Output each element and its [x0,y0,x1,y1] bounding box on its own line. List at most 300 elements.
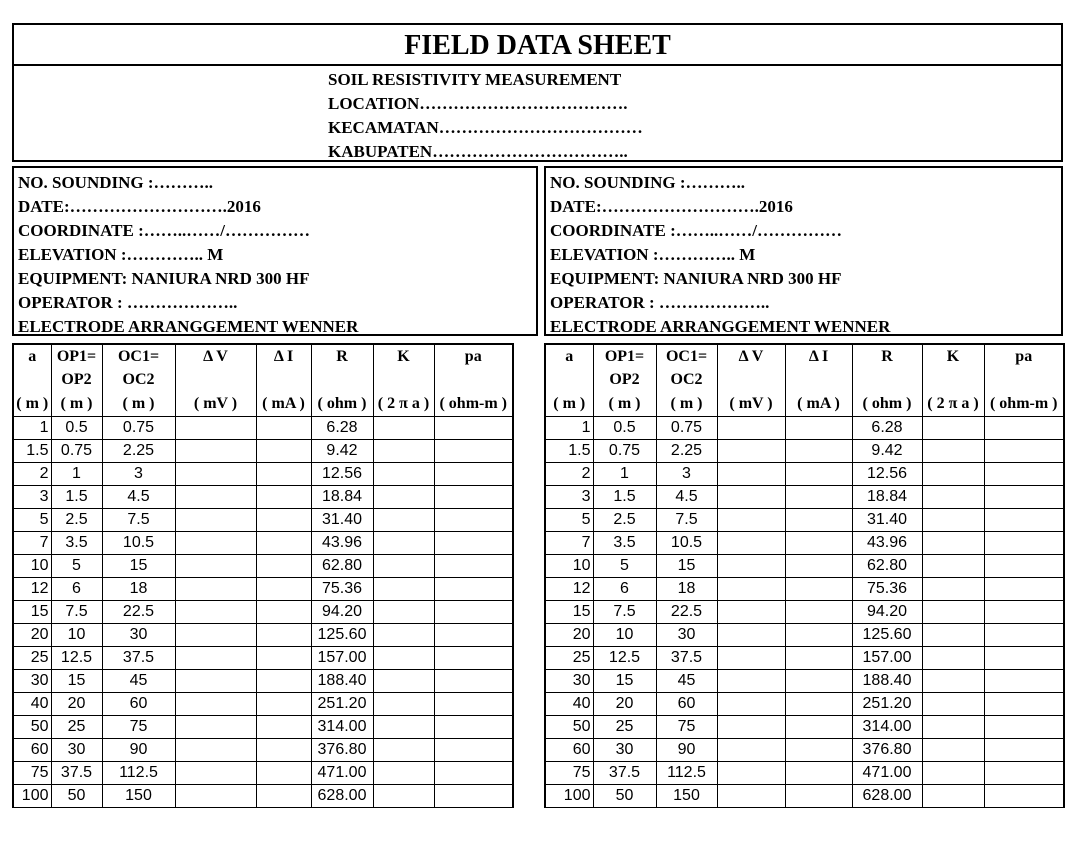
table-cell [785,577,852,600]
table-cell: 100 [13,784,51,807]
table-cell: 9.42 [311,439,373,462]
table-cell [785,669,852,692]
table-cell [175,600,256,623]
table-cell: 3 [656,462,717,485]
table-cell: 628.00 [852,784,922,807]
table-cell: 30 [51,738,102,761]
table-cell [984,738,1064,761]
table-cell: 60 [545,738,593,761]
column-header: Δ V [175,344,256,368]
table-cell [434,646,513,669]
table-cell [434,508,513,531]
table-cell: 0.5 [593,416,656,439]
table-row [545,416,1064,439]
table-row [545,623,1064,646]
table-cell [984,646,1064,669]
table-row [545,462,1064,485]
table-cell [256,715,311,738]
table-cell [717,715,785,738]
table-cell [785,784,852,807]
table-row [545,738,1064,761]
table-cell: 75.36 [852,577,922,600]
table-cell: 100 [545,784,593,807]
table-cell [922,439,984,462]
column-header: ( mV ) [175,392,256,416]
table-cell [785,738,852,761]
table-cell [717,531,785,554]
table-cell [373,715,434,738]
column-header [785,368,852,392]
table-cell [373,623,434,646]
table-cell: 1.5 [13,439,51,462]
table-row [545,554,1064,577]
table-cell [984,462,1064,485]
info-sounding: NO. SOUNDING :……….. [18,173,214,192]
column-header: R [852,344,922,368]
info-equipment: EQUIPMENT: NANIURA NRD 300 HF [18,269,310,288]
table-cell [434,692,513,715]
table-cell [175,761,256,784]
info-coordinate: COORDINATE :……..……/…………… [18,221,310,240]
column-header [434,368,513,392]
table-cell [373,531,434,554]
info-arrangement: ELECTRODE ARRANGGEMENT WENNER [550,317,891,336]
table-cell: 1 [593,462,656,485]
table-cell: 12.5 [593,646,656,669]
table-cell: 43.96 [852,531,922,554]
table-cell [373,416,434,439]
table-cell: 5 [593,554,656,577]
table-row [13,738,513,761]
table-cell [373,784,434,807]
column-header [852,368,922,392]
table-cell: 18 [656,577,717,600]
table-cell: 2 [545,462,593,485]
table-cell [175,646,256,669]
table-cell [434,784,513,807]
table-cell [717,600,785,623]
column-header: ( ohm-m ) [984,392,1064,416]
table-cell [922,416,984,439]
table-cell [175,508,256,531]
table-cell: 471.00 [852,761,922,784]
table-cell [256,577,311,600]
table-cell [785,439,852,462]
table-cell [717,416,785,439]
table-cell: 12.56 [311,462,373,485]
table-cell: 30 [593,738,656,761]
table-cell [256,692,311,715]
table-row [13,784,513,807]
column-header: OC1= [656,344,717,368]
table-cell: 94.20 [311,600,373,623]
table-cell: 1 [51,462,102,485]
table-cell [175,715,256,738]
table-row [13,692,513,715]
table-cell: 50 [51,784,102,807]
table-cell: 2.25 [656,439,717,462]
table-cell: 37.5 [593,761,656,784]
table-cell [434,623,513,646]
table-cell [984,531,1064,554]
table-cell [717,738,785,761]
table-cell [373,692,434,715]
table-cell [373,669,434,692]
table-cell [175,623,256,646]
header-row [545,344,1064,368]
table-cell [922,554,984,577]
table-cell: 43.96 [311,531,373,554]
column-header: ( m ) [593,392,656,416]
table-cell: 150 [656,784,717,807]
table-cell: 10 [545,554,593,577]
table-cell [984,761,1064,784]
table-cell [175,531,256,554]
column-header: OP1= [51,344,102,368]
sheet-header [12,64,1063,162]
table-cell: 6.28 [852,416,922,439]
table-cell [717,692,785,715]
column-header: OC2 [102,368,175,392]
table-cell: 1 [545,416,593,439]
table-cell: 376.80 [311,738,373,761]
table-cell [175,485,256,508]
column-header: a [13,344,51,368]
table-cell: 471.00 [311,761,373,784]
table-cell [717,784,785,807]
table-cell [256,416,311,439]
table-row [545,646,1064,669]
table-cell: 314.00 [852,715,922,738]
info-equipment: EQUIPMENT: NANIURA NRD 300 HF [550,269,842,288]
table-row [545,485,1064,508]
column-header: pa [434,344,513,368]
table-cell [256,531,311,554]
table-cell [984,692,1064,715]
column-header: OP2 [51,368,102,392]
table-cell [373,439,434,462]
table-cell [717,485,785,508]
table-cell: 15 [545,600,593,623]
table-cell [717,577,785,600]
table-cell [922,646,984,669]
info-panel-left [12,166,538,336]
table-cell: 10 [593,623,656,646]
column-header: ( mV ) [717,392,785,416]
table-row [545,531,1064,554]
table-cell [922,485,984,508]
table-cell: 31.40 [311,508,373,531]
table-cell: 376.80 [852,738,922,761]
column-header [13,368,51,392]
table-cell [434,462,513,485]
data-table-right [544,343,1065,808]
table-cell [717,439,785,462]
table-cell [175,416,256,439]
table-cell [373,462,434,485]
table-cell: 188.40 [311,669,373,692]
table-cell: 37.5 [51,761,102,784]
column-header: ( 2 π a ) [373,392,434,416]
column-header: R [311,344,373,368]
table-cell [785,600,852,623]
table-cell: 31.40 [852,508,922,531]
table-cell: 25 [13,646,51,669]
table-cell [256,761,311,784]
table-cell [434,600,513,623]
info-elevation: ELEVATION :………….. M [550,245,756,264]
table-row [545,761,1064,784]
table-cell: 37.5 [656,646,717,669]
table-cell [785,462,852,485]
table-cell: 30 [13,669,51,692]
table-cell [175,784,256,807]
table-cell [717,669,785,692]
header-line-kabupaten: KABUPATEN…………………………….. [328,142,628,161]
info-panel-right [544,166,1063,336]
table-cell: 150 [102,784,175,807]
table-row [13,646,513,669]
header-line-kecamatan: KECAMATAN……………………………… [328,118,643,137]
table-cell: 157.00 [852,646,922,669]
table-cell: 2 [13,462,51,485]
table-row [13,669,513,692]
table-cell: 15 [593,669,656,692]
header-line-location: LOCATION………………………………. [328,94,628,113]
info-date: DATE:……………………….2016 [550,197,793,216]
table-cell: 6 [51,577,102,600]
table-cell: 37.5 [102,646,175,669]
table-row [13,715,513,738]
table-cell [256,508,311,531]
table-cell [256,669,311,692]
table-cell [922,669,984,692]
table-cell: 5 [13,508,51,531]
table-cell: 5 [51,554,102,577]
table-cell [434,761,513,784]
table-cell: 25 [51,715,102,738]
column-header: ( m ) [102,392,175,416]
table-cell: 60 [102,692,175,715]
table-cell: 62.80 [311,554,373,577]
table-cell [984,416,1064,439]
table-cell [373,508,434,531]
table-cell: 0.75 [102,416,175,439]
table-cell [785,508,852,531]
column-header: ( m ) [545,392,593,416]
table-cell: 0.5 [51,416,102,439]
table-cell [256,600,311,623]
table-cell: 2.5 [51,508,102,531]
table-cell [256,623,311,646]
column-header [311,368,373,392]
table-cell [373,485,434,508]
table-cell [785,531,852,554]
table-cell [785,554,852,577]
table-cell [984,439,1064,462]
table-cell: 50 [593,784,656,807]
table-cell [922,761,984,784]
table-cell: 90 [102,738,175,761]
info-coordinate: COORDINATE :……..……/…………… [550,221,842,240]
table-cell [984,600,1064,623]
column-header [545,368,593,392]
table-cell: 15 [13,600,51,623]
table-cell: 75 [13,761,51,784]
table-cell [434,485,513,508]
table-cell: 20 [593,692,656,715]
table-cell [175,738,256,761]
table-cell: 10.5 [656,531,717,554]
table-cell: 90 [656,738,717,761]
table-cell [434,554,513,577]
table-cell [373,761,434,784]
header-row [13,344,513,368]
table-cell: 314.00 [311,715,373,738]
table-cell [175,554,256,577]
table-cell: 3 [545,485,593,508]
table-cell: 60 [13,738,51,761]
column-header: Δ I [785,344,852,368]
table-cell [373,577,434,600]
table-cell [785,692,852,715]
info-date: DATE:……………………….2016 [18,197,261,216]
table-cell: 125.60 [311,623,373,646]
table-cell: 6.28 [311,416,373,439]
table-cell: 30 [656,623,717,646]
table-cell [922,715,984,738]
table-cell: 9.42 [852,439,922,462]
info-sounding: NO. SOUNDING :……….. [550,173,746,192]
column-header [922,368,984,392]
table-cell: 628.00 [311,784,373,807]
table-cell [785,646,852,669]
column-header: ( ohm ) [311,392,373,416]
table-cell [256,738,311,761]
info-elevation: ELEVATION :………….. M [18,245,224,264]
column-header: a [545,344,593,368]
table-row [545,600,1064,623]
table-cell [922,738,984,761]
table-cell [922,531,984,554]
table-row [13,531,513,554]
table-cell: 7.5 [656,508,717,531]
table-row [13,508,513,531]
table-cell [785,761,852,784]
column-header: K [922,344,984,368]
table-row [545,577,1064,600]
table-cell: 4.5 [656,485,717,508]
table-row [545,692,1064,715]
table-row [13,554,513,577]
table-row [545,669,1064,692]
table-cell: 20 [13,623,51,646]
table-cell [984,669,1064,692]
table-cell: 50 [13,715,51,738]
table-row [545,439,1064,462]
table-cell: 10.5 [102,531,175,554]
table-cell: 22.5 [656,600,717,623]
table-cell [256,784,311,807]
table-cell: 6 [593,577,656,600]
table-cell [922,508,984,531]
table-row [13,623,513,646]
column-header: Δ I [256,344,311,368]
table-cell: 112.5 [656,761,717,784]
table-row [13,485,513,508]
table-cell [434,531,513,554]
table-cell [785,715,852,738]
table-cell [434,738,513,761]
table-cell: 30 [545,669,593,692]
info-operator: OPERATOR : ……………….. [18,293,238,312]
info-operator: OPERATOR : ……………….. [550,293,770,312]
table-cell: 25 [545,646,593,669]
table-cell: 0.75 [593,439,656,462]
table-cell: 45 [656,669,717,692]
table-cell: 3 [13,485,51,508]
table-row [545,715,1064,738]
table-cell: 75 [545,761,593,784]
table-cell: 188.40 [852,669,922,692]
column-header: K [373,344,434,368]
table-cell: 18 [102,577,175,600]
header-lines [328,68,643,164]
table-cell: 125.60 [852,623,922,646]
header-row [545,392,1064,416]
table-row [545,508,1064,531]
table-cell: 2.5 [593,508,656,531]
table-cell: 15 [51,669,102,692]
column-header: ( ohm ) [852,392,922,416]
table-cell [175,669,256,692]
table-cell: 94.20 [852,600,922,623]
table-cell: 75 [102,715,175,738]
table-cell: 0.75 [51,439,102,462]
header-line-survey: SOIL RESISTIVITY MEASUREMENT [328,70,622,89]
table-row [13,439,513,462]
table-cell: 7.5 [51,600,102,623]
table-cell [256,485,311,508]
table-cell [984,577,1064,600]
column-header: ( mA ) [785,392,852,416]
column-header: ( m ) [13,392,51,416]
table-cell: 7.5 [593,600,656,623]
table-cell: 62.80 [852,554,922,577]
table-cell: 75 [656,715,717,738]
table-cell [373,554,434,577]
table-row [545,784,1064,807]
table-cell [256,646,311,669]
table-cell [922,623,984,646]
table-cell [717,623,785,646]
table-cell [922,692,984,715]
table-cell [256,462,311,485]
column-header: ( ohm-m ) [434,392,513,416]
column-header: OC1= [102,344,175,368]
table-row [13,600,513,623]
table-cell: 251.20 [311,692,373,715]
table-cell: 22.5 [102,600,175,623]
table-cell: 5 [545,508,593,531]
table-cell: 1.5 [545,439,593,462]
table-cell [434,669,513,692]
table-cell [434,715,513,738]
table-cell: 15 [102,554,175,577]
table-cell: 4.5 [102,485,175,508]
table-cell: 60 [656,692,717,715]
table-cell: 40 [13,692,51,715]
